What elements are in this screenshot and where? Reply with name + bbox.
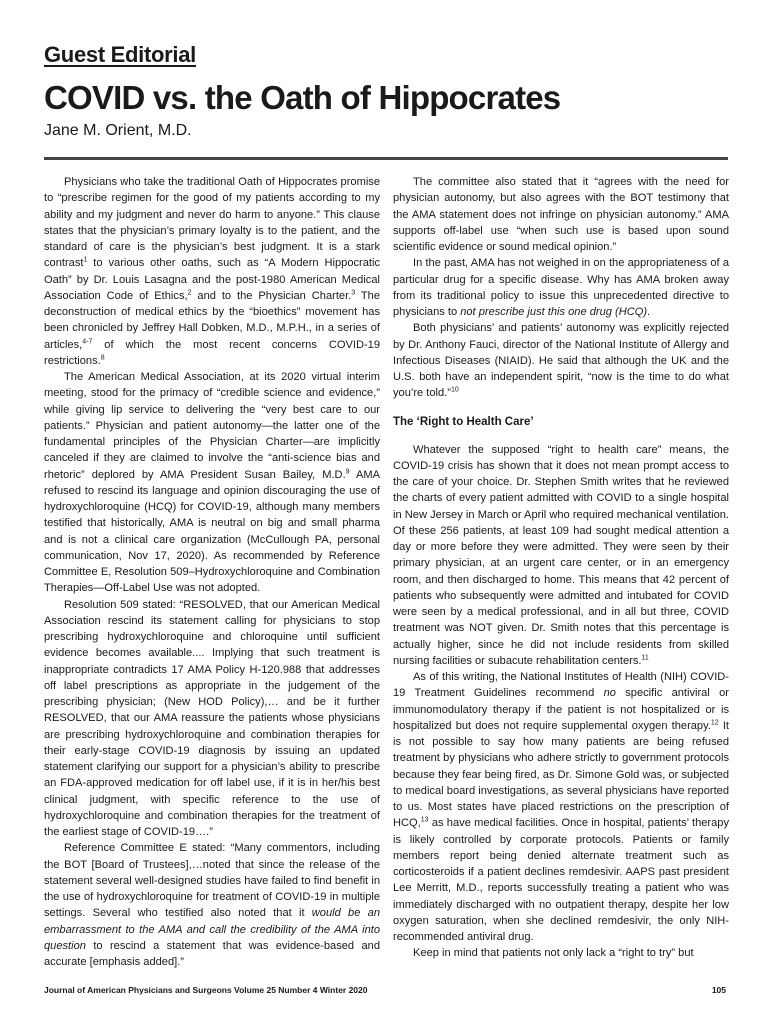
journal-footer: Journal of American Physicians and Surgeons Volume 25 Number 4 Winter 2020 [44, 985, 368, 995]
right-column [393, 174, 729, 962]
paragraph: Keep in mind that patients not only lack a “right to try” but [413, 947, 694, 960]
paragraph: In the past, AMA has not weighed in on the appropriateness of a particular drug for a specific disease. Why has AMA broken away from its traditional policy to issue this unprecedented directive to physicians to not prescribe just this one drug (HCQ). [393, 257, 729, 318]
paragraph: Reference Committee E stated: “Many commentors, including the BOT [Board of Trustees],…noted that since the release of the statement several well-designed studies have failed to find benefit in the use of hydroxychloroquine for treatment of COVID-19 in multiple settings. Several who testified also noted that it would be an embarrassment to the AMA and call the credibility of the AMA into question to rescind a statement that was evidence-based and accurate [emphasis added].” [44, 842, 380, 968]
article-title: COVID vs. the Oath of Hippocrates [44, 79, 561, 116]
author-byline: Jane M. Orient, M.D. [44, 122, 192, 139]
paragraph: Both physicians’ and patients’ autonomy was explicitly rejected by Dr. Anthony Fauci, director of the National Institute of Allergy and Infectious Diseases (NIAID). He said that although the UK and the U.S. both have an independent spirit, “now is the time to do what you’re told.”$^{10}$ [393, 322, 729, 400]
paragraph: The American Medical Association, at its 2020 virtual interim meeting, stood for the primacy of “credible science and evidence,” while giving lip service to delivering the “very best care to our patients.” Physician and patient autonomy—the latter one of the fundamental principles of the Physician Charter—are implicitly canceled if they are claimed to involve the “anti-science bias and rhetoric” deplored by AMA President Susan Bailey, M.D.$^9$ AMA refused to rescind its language and opinion discouraging the use of hydroxychloroquine (HCQ) for COVID-19, although many members testified that historically, AMA is neutral on big and small pharma and is not a clinical care organization (McCullough PA, personal communication, Nov 17, 2020). As recommended by Reference Committee E, Resolution 509–Hydroxychloroquine and Combination Therapies—Off-Label Use was not adopted. [44, 371, 380, 595]
left-column [44, 174, 380, 970]
paragraph: As of this writing, the National Institutes of Health (NIH) COVID-19 Treatment Guidelines recommend no specific antiviral or immunomodulatory therapy if the patient is not hospitalized or is hospitalized but does not require supplemental oxygen therapy.$^{12}$ It is not possible to say how many patients are being refused treatment by physicians who adhere strictly to government protocols because they fear being fired, as Dr. Simone Gold was, or subjected to medical board investigations, as several physicians have reported to us. Most states have placed restrictions on the prescription of HCQ,$^{13}$ as have medical facilities. Once in hospital, patients’ therapy is likely controlled by corporate protocols. Patients or family members report being denied alternate treatment such as corticosteroids if a patient declines remdesivir. AAPS past president Lee Merritt, M.D., reports successfully treating a patient who was immediately discharged with no outpatient therapy, despite her low oxygen saturation, when she declined remdesivir, the only NIH-recommended antiviral drug. [393, 671, 729, 943]
section-heading: The ‘Right to Health Care’ [393, 415, 534, 428]
paragraph: The committee also stated that it “agrees with the need for physician autonomy, but also agrees with the BOT testimony that the AMA statement does not infringe on physician autonomy.” AMA supports off-label use “when such use is based upon sound scientific evidence or sound medical opinion.” [393, 176, 729, 253]
paragraph: Whatever the supposed “right to health care” means, the COVID-19 crisis has shown that it does not mean prompt access to the care of your choice. Dr. Stephen Smith writes that he reviewed the charts of every patient admitted with COVID to a single hospital in New Jersey in March or April who required mechanical ventilation. Of these 256 patients, at least 109 had sought medical attention a day or more before they were admitted. They were seen by their primary physician, at an urgent care center, or in an emergency room, and then discharged to home. This means that 42 percent of patients who subsequently were admitted and intubated for COVID were seen by a medical professional, and in all but three, COVID treatment was NOT given. Dr. Smith notes that this percentage is actually higher, since he did not include residents from skilled nursing facilities or subacute rehabilitation centers.$^{11}$ [393, 443, 729, 667]
section-kicker: Guest Editorial [44, 42, 196, 67]
header-rule [44, 157, 728, 160]
paragraph: Resolution 509 stated: “RESOLVED, that our American Medical Association rescind its statement calling for physicians to stop prescribing hydroxychloroquine and chloroquine until sufficient evidence becomes available.... Implying that such treatment is inappropriate contradicts 17 AMA Policy H-120.988 that addresses off label prescriptions as appropriate in the judgement of the prescribing physician; (New HOD Policy),… and be it further RESOLVED, that our AMA reassure the patients whose physicians are prescribing hydroxychloroquine and combination therapies for their early-stage COVID-19 diagnosis by issuing an updated statement clarifying our support for a physician’s ability to prescribe an FDA-approved medication for off label use, if it is in her/his best clinical judgment, with specific reference to the use of hydroxychloroquine and combination therapies for the treatment of the earliest stage of COVID-19….” [44, 598, 380, 838]
page-number: 105 [711, 985, 726, 995]
paragraph: Physicians who take the traditional Oath of Hippocrates promise to “prescribe regimen for the good of my patients according to my ability and my judgment and never do harm to anyone.” This clause states that the physician’s primary loyalty is to the patient, and the standard of care is the physician’s best judgment. It is a stark contrast$^1$ to various other oaths, such as “A Modern Hippocratic Oath” by Dr. Louis Lasagna and the post-1980 American Medical Association Code of Ethics,$^2$ and to the Physician Charter.$^3$ The deconstruction of medical ethics by the “bioethics” movement has been chronicled by Jeffrey Hall Dobken, M.D., M.P.H., in a series of articles,$^{4-7}$ of which the most recent concerns COVID-19 restrictions.$^8$ [44, 176, 380, 367]
